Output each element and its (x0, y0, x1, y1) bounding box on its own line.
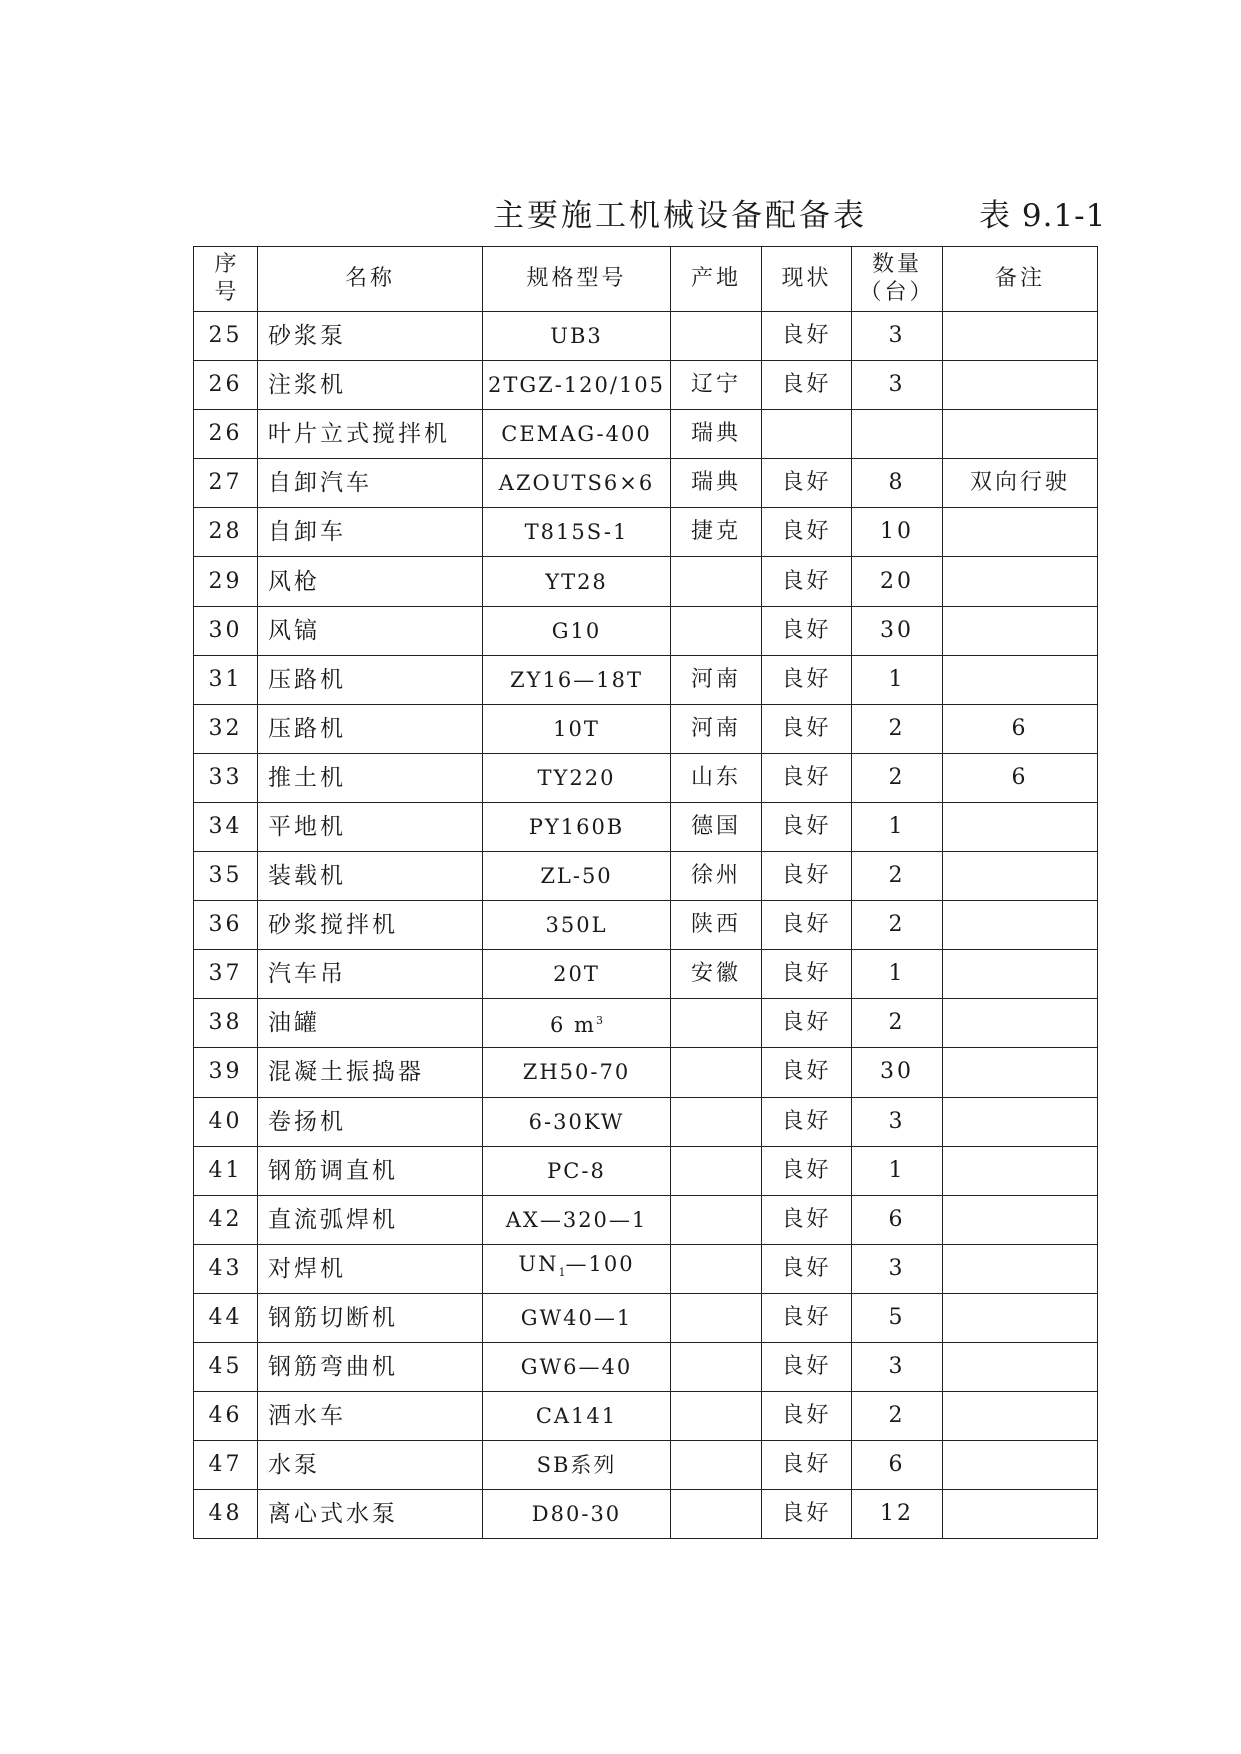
cell-status: 良好 (762, 1392, 852, 1441)
cell-origin: 捷克 (671, 508, 762, 557)
cell-status: 良好 (762, 950, 852, 999)
cell-spec: UB3 (483, 312, 671, 361)
table-row (194, 1490, 1098, 1539)
cell-name: 直流弧焊机 (258, 1195, 483, 1244)
cell-status: 良好 (762, 361, 852, 410)
cell-quantity: 1 (852, 950, 943, 999)
cell-origin (671, 1342, 762, 1391)
cell-seq: 30 (194, 606, 258, 655)
cell-spec: T815S-1 (483, 508, 671, 557)
cell-name: 注浆机 (258, 361, 483, 410)
cell-quantity: 2 (852, 753, 943, 802)
table-row (194, 901, 1098, 950)
cell-spec: ZH50-70 (483, 1048, 671, 1097)
cell-quantity: 2 (852, 1392, 943, 1441)
table-row (194, 950, 1098, 999)
cell-status: 良好 (762, 1244, 852, 1293)
cell-quantity: 6 (852, 1441, 943, 1490)
cell-seq: 42 (194, 1195, 258, 1244)
cell-name: 压路机 (258, 704, 483, 753)
cell-origin (671, 999, 762, 1048)
cell-spec: D80-30 (483, 1490, 671, 1539)
cell-origin: 河南 (671, 704, 762, 753)
header-spec: 规格型号 (483, 247, 671, 312)
cell-quantity: 1 (852, 655, 943, 704)
cell-seq: 26 (194, 361, 258, 410)
cell-quantity: 2 (852, 704, 943, 753)
table-row (194, 999, 1098, 1048)
cell-status: 良好 (762, 508, 852, 557)
cell-quantity: 30 (852, 1048, 943, 1097)
cell-spec: PY160B (483, 802, 671, 851)
table-row (194, 802, 1098, 851)
cell-remark (943, 999, 1098, 1048)
cell-seq: 44 (194, 1293, 258, 1342)
cell-status: 良好 (762, 1342, 852, 1391)
cell-name: 汽车吊 (258, 950, 483, 999)
cell-name: 装载机 (258, 852, 483, 901)
cell-name: 油罐 (258, 999, 483, 1048)
cell-remark: 双向行驶 (943, 459, 1098, 508)
cell-remark (943, 606, 1098, 655)
cell-name: 水泵 (258, 1441, 483, 1490)
table-row (194, 655, 1098, 704)
table-row (194, 753, 1098, 802)
cell-name: 钢筋弯曲机 (258, 1342, 483, 1391)
table-number: 表 9.1-1 (979, 198, 1107, 234)
table-row (194, 1441, 1098, 1490)
cell-origin: 瑞典 (671, 459, 762, 508)
table-row (194, 704, 1098, 753)
cell-origin (671, 557, 762, 606)
cell-remark (943, 1244, 1098, 1293)
cell-remark (943, 508, 1098, 557)
table-row (194, 361, 1098, 410)
cell-status: 良好 (762, 312, 852, 361)
cell-spec: AZOUTS6×6 (483, 459, 671, 508)
cell-quantity: 3 (852, 1342, 943, 1391)
cell-status: 良好 (762, 704, 852, 753)
cell-quantity: 5 (852, 1293, 943, 1342)
cell-spec: 350L (483, 901, 671, 950)
cell-name: 离心式水泵 (258, 1490, 483, 1539)
cell-spec: GW40—1 (483, 1293, 671, 1342)
cell-name: 压路机 (258, 655, 483, 704)
table-row (194, 1392, 1098, 1441)
table-row (194, 1048, 1098, 1097)
table-row (194, 1146, 1098, 1195)
cell-status: 良好 (762, 1195, 852, 1244)
table-header-row (194, 247, 1098, 312)
cell-quantity: 2 (852, 999, 943, 1048)
cell-seq: 41 (194, 1146, 258, 1195)
cell-quantity: 1 (852, 802, 943, 851)
cell-remark (943, 1392, 1098, 1441)
header-remark: 备注 (943, 247, 1098, 312)
cell-name: 混凝土振捣器 (258, 1048, 483, 1097)
cell-seq: 35 (194, 852, 258, 901)
cell-quantity: 3 (852, 1097, 943, 1146)
cell-quantity: 20 (852, 557, 943, 606)
cell-spec: CEMAG-400 (483, 410, 671, 459)
table-row (194, 410, 1098, 459)
cell-origin (671, 1048, 762, 1097)
cell-origin (671, 606, 762, 655)
cell-name: 砂浆搅拌机 (258, 901, 483, 950)
cell-seq: 48 (194, 1490, 258, 1539)
table-row (194, 1097, 1098, 1146)
cell-seq: 33 (194, 753, 258, 802)
cell-spec: 20T (483, 950, 671, 999)
cell-spec: AX—320—1 (483, 1195, 671, 1244)
cell-remark (943, 557, 1098, 606)
cell-quantity: 3 (852, 1244, 943, 1293)
cell-name: 叶片立式搅拌机 (258, 410, 483, 459)
cell-name: 对焊机 (258, 1244, 483, 1293)
cell-origin (671, 312, 762, 361)
table-row (194, 312, 1098, 361)
cell-quantity: 2 (852, 852, 943, 901)
cell-status: 良好 (762, 852, 852, 901)
cell-quantity: 2 (852, 901, 943, 950)
cell-seq: 37 (194, 950, 258, 999)
cell-spec: ZL-50 (483, 852, 671, 901)
cell-quantity: 6 (852, 1195, 943, 1244)
cell-seq: 45 (194, 1342, 258, 1391)
cell-quantity: 10 (852, 508, 943, 557)
cell-seq: 31 (194, 655, 258, 704)
cell-spec: $UN_1—100$ (483, 1244, 671, 1293)
cell-spec: PC-8 (483, 1146, 671, 1195)
cell-seq: 29 (194, 557, 258, 606)
cell-status: 良好 (762, 1293, 852, 1342)
cell-status: 良好 (762, 606, 852, 655)
cell-remark (943, 852, 1098, 901)
table-row (194, 1293, 1098, 1342)
cell-quantity: 3 (852, 361, 943, 410)
cell-origin: 山东 (671, 753, 762, 802)
cell-status: 良好 (762, 1146, 852, 1195)
table-row (194, 1195, 1098, 1244)
cell-seq: 39 (194, 1048, 258, 1097)
header-origin: 产地 (671, 247, 762, 312)
cell-status: 良好 (762, 1490, 852, 1539)
equipment-table (193, 246, 1098, 1539)
cell-spec: 6-30KW (483, 1097, 671, 1146)
cell-status: 良好 (762, 557, 852, 606)
cell-remark (943, 1048, 1098, 1097)
cell-spec: CA141 (483, 1392, 671, 1441)
cell-name: 平地机 (258, 802, 483, 851)
cell-origin: 瑞典 (671, 410, 762, 459)
cell-origin: 辽宁 (671, 361, 762, 410)
cell-remark (943, 312, 1098, 361)
cell-spec: GW6—40 (483, 1342, 671, 1391)
cell-remark (943, 410, 1098, 459)
header-quantity: 数量 （台） (852, 247, 943, 312)
cell-name: 钢筋调直机 (258, 1146, 483, 1195)
cell-remark (943, 655, 1098, 704)
cell-seq: 32 (194, 704, 258, 753)
cell-seq: 26 (194, 410, 258, 459)
cell-status: 良好 (762, 901, 852, 950)
cell-status (762, 410, 852, 459)
cell-name: 卷扬机 (258, 1097, 483, 1146)
cell-name: 风镐 (258, 606, 483, 655)
cell-status: 良好 (762, 999, 852, 1048)
cell-seq: 40 (194, 1097, 258, 1146)
cell-status: 良好 (762, 1441, 852, 1490)
cell-status: 良好 (762, 802, 852, 851)
cell-spec: 2TGZ-120/105 (483, 361, 671, 410)
cell-remark (943, 1195, 1098, 1244)
cell-seq: 28 (194, 508, 258, 557)
cell-spec: 10T (483, 704, 671, 753)
cell-origin (671, 1441, 762, 1490)
cell-remark (943, 950, 1098, 999)
cell-spec: ZY16—18T (483, 655, 671, 704)
cell-spec: TY220 (483, 753, 671, 802)
cell-remark (943, 1490, 1098, 1539)
cell-remark (943, 1342, 1098, 1391)
cell-seq: 47 (194, 1441, 258, 1490)
cell-name: 推土机 (258, 753, 483, 802)
cell-status: 良好 (762, 655, 852, 704)
cell-quantity: 3 (852, 312, 943, 361)
cell-name: 钢筋切断机 (258, 1293, 483, 1342)
cell-origin (671, 1392, 762, 1441)
page-title: 主要施工机械设备配备表 (493, 198, 867, 234)
cell-quantity: 8 (852, 459, 943, 508)
cell-remark (943, 1293, 1098, 1342)
header-status: 现状 (762, 247, 852, 312)
cell-seq: 27 (194, 459, 258, 508)
cell-spec: SB系列 (483, 1441, 671, 1490)
cell-remark (943, 361, 1098, 410)
cell-remark (943, 1146, 1098, 1195)
table-row (194, 606, 1098, 655)
table-row (194, 557, 1098, 606)
cell-status: 良好 (762, 459, 852, 508)
cell-remark: 6 (943, 753, 1098, 802)
cell-origin: 陕西 (671, 901, 762, 950)
cell-origin (671, 1146, 762, 1195)
table-row (194, 459, 1098, 508)
cell-origin: 徐州 (671, 852, 762, 901)
table-row (194, 852, 1098, 901)
cell-name: 风枪 (258, 557, 483, 606)
cell-quantity: 12 (852, 1490, 943, 1539)
cell-quantity: 1 (852, 1146, 943, 1195)
cell-status: 良好 (762, 1097, 852, 1146)
cell-name: 砂浆泵 (258, 312, 483, 361)
cell-spec: G10 (483, 606, 671, 655)
cell-origin (671, 1244, 762, 1293)
cell-seq: 25 (194, 312, 258, 361)
cell-remark (943, 1097, 1098, 1146)
cell-seq: 46 (194, 1392, 258, 1441)
header-seq: 序 号 (194, 247, 258, 312)
cell-seq: 38 (194, 999, 258, 1048)
cell-origin: 河南 (671, 655, 762, 704)
cell-origin (671, 1097, 762, 1146)
cell-remark (943, 802, 1098, 851)
cell-seq: 43 (194, 1244, 258, 1293)
cell-origin (671, 1490, 762, 1539)
table-row (194, 1342, 1098, 1391)
cell-name: 洒水车 (258, 1392, 483, 1441)
cell-seq: 36 (194, 901, 258, 950)
cell-remark (943, 1441, 1098, 1490)
cell-name: 自卸车 (258, 508, 483, 557)
cell-quantity: 30 (852, 606, 943, 655)
table-row (194, 508, 1098, 557)
cell-spec: YT28 (483, 557, 671, 606)
cell-origin (671, 1293, 762, 1342)
table-row (194, 1244, 1098, 1293)
cell-origin (671, 1195, 762, 1244)
cell-origin: 德国 (671, 802, 762, 851)
cell-remark: 6 (943, 704, 1098, 753)
cell-name: 自卸汽车 (258, 459, 483, 508)
cell-remark (943, 901, 1098, 950)
cell-status: 良好 (762, 753, 852, 802)
cell-seq: 34 (194, 802, 258, 851)
cell-origin: 安徽 (671, 950, 762, 999)
cell-quantity (852, 410, 943, 459)
cell-status: 良好 (762, 1048, 852, 1097)
header-name: 名称 (258, 247, 483, 312)
cell-spec: 6 $m^3$ (483, 999, 671, 1048)
